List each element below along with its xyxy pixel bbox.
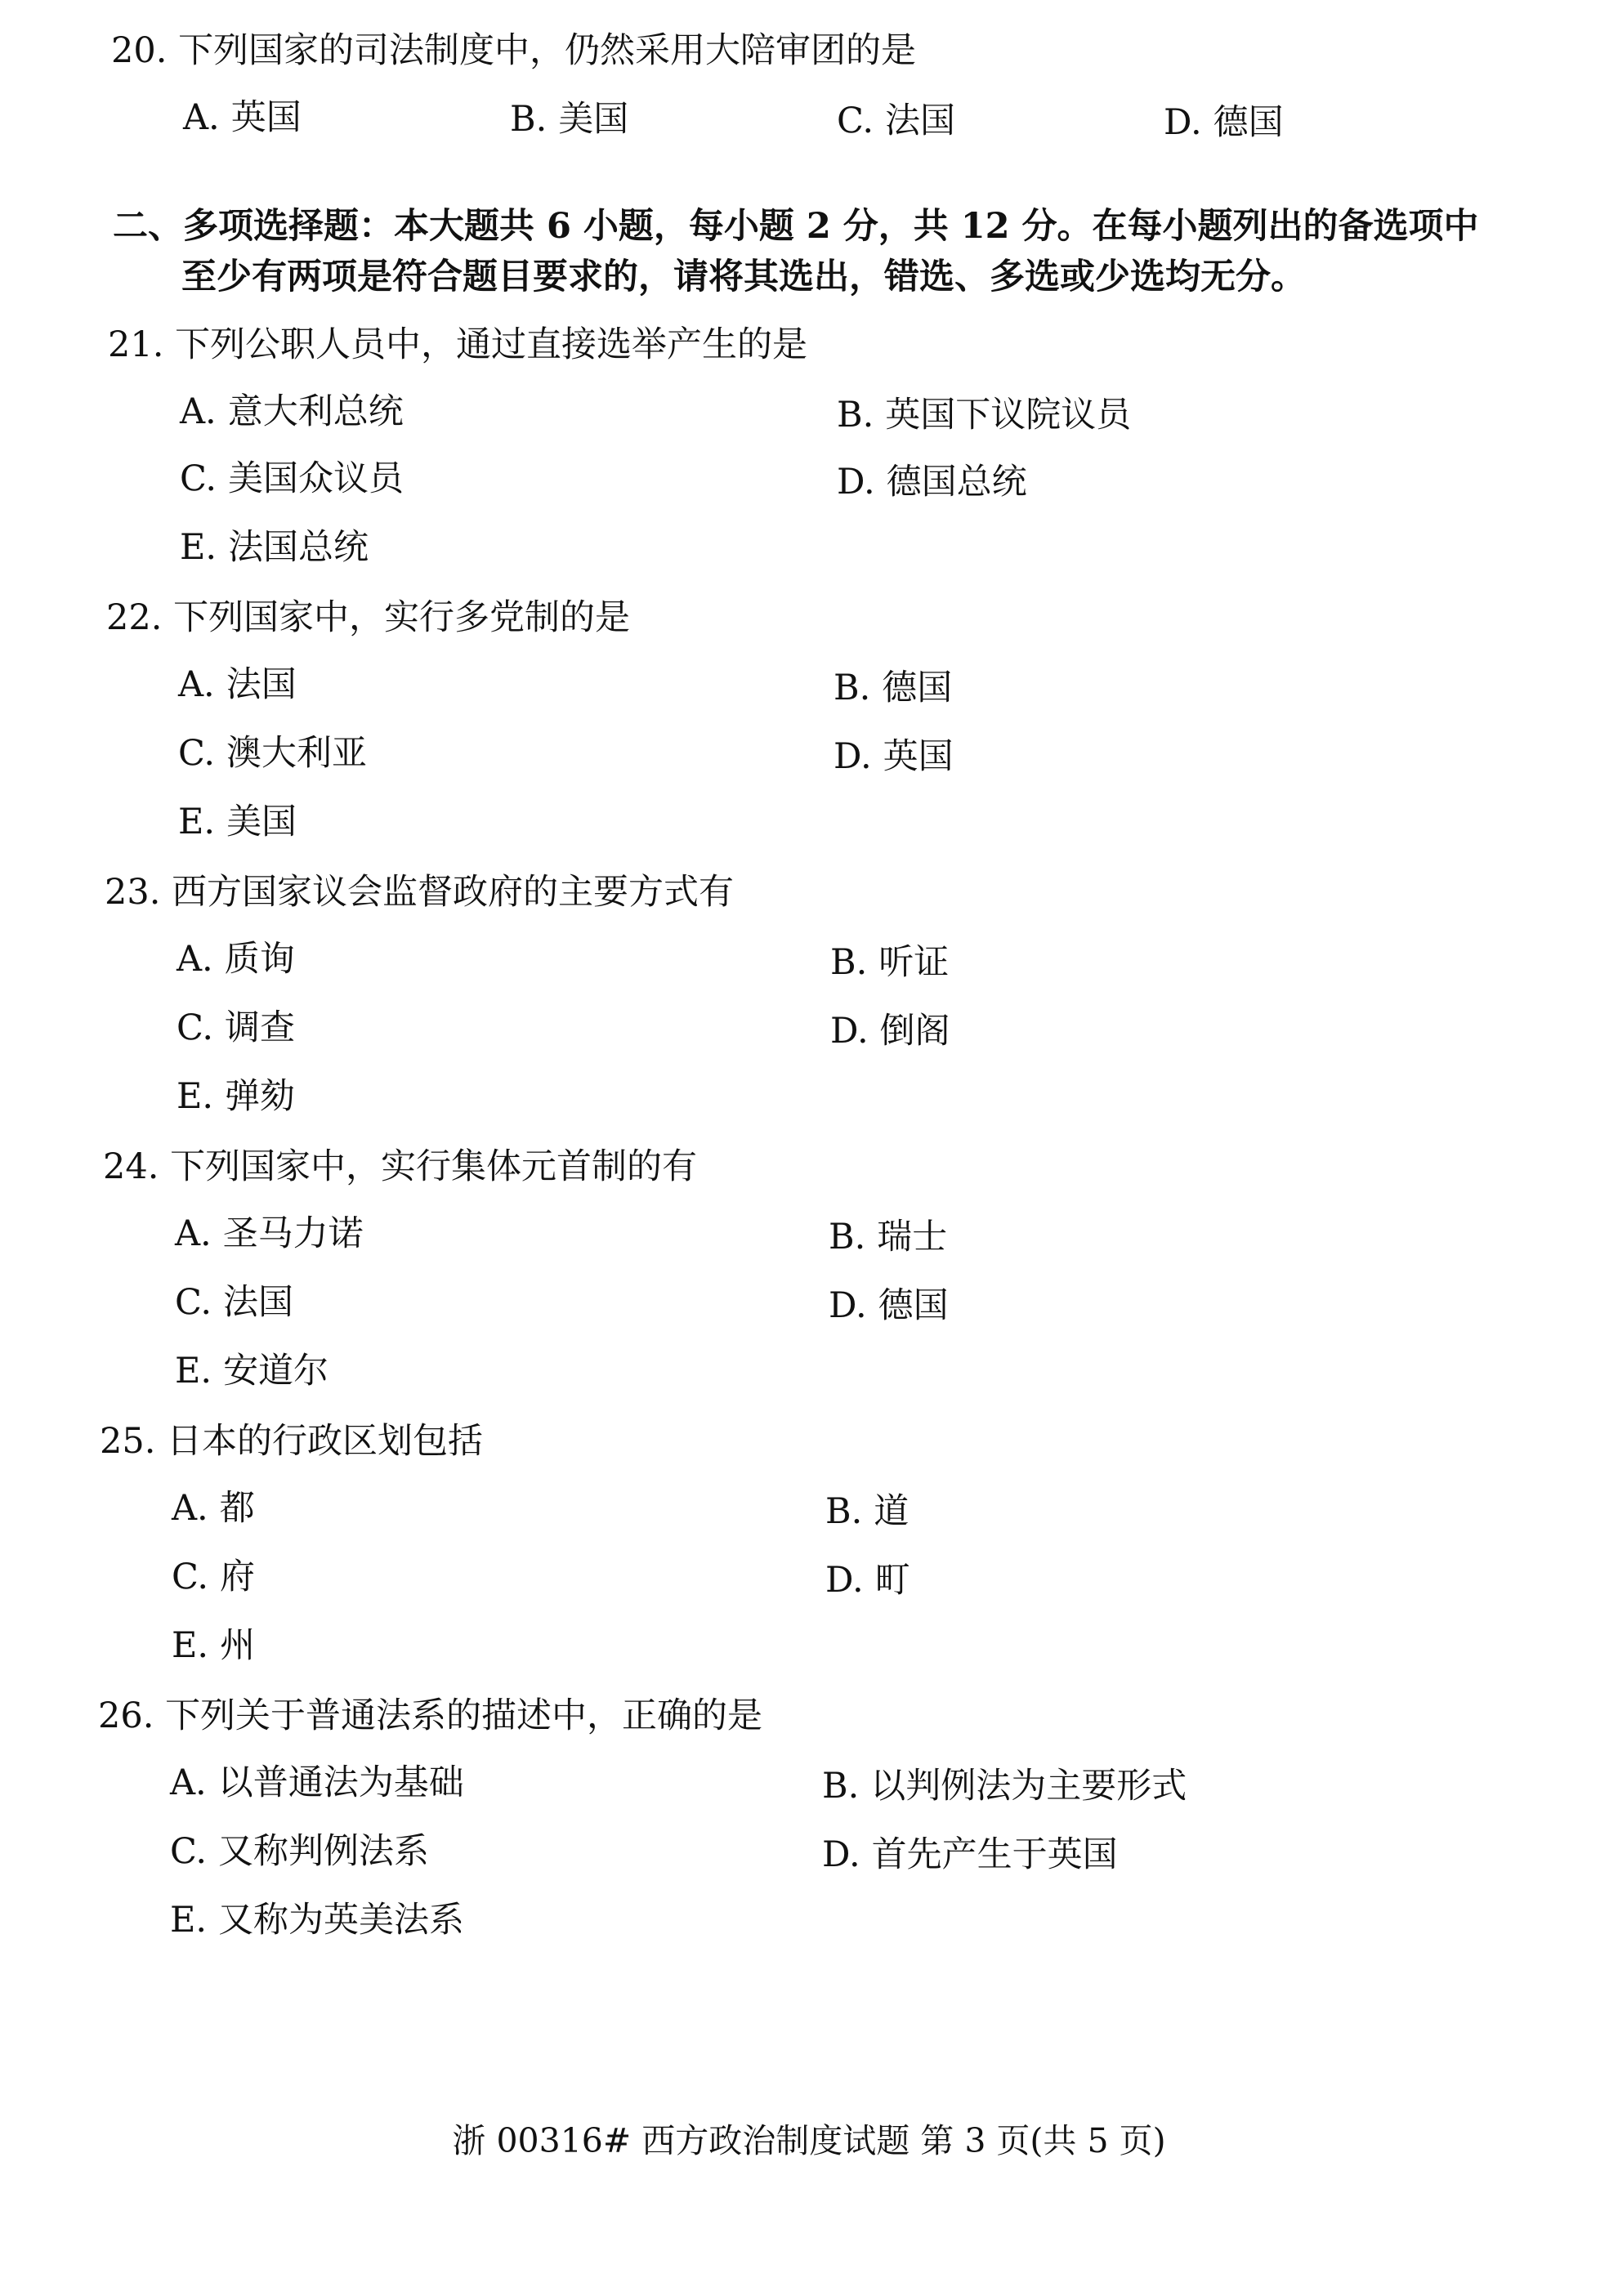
q25-option-e (172, 1621, 255, 1670)
option-text: 安道尔 (223, 1351, 329, 1391)
q24-option-d (829, 1281, 949, 1330)
q25-option-b (825, 1487, 909, 1536)
q26-option-a (170, 1758, 464, 1807)
option-letter: E. (180, 527, 217, 568)
q24-option-c (175, 1278, 293, 1327)
option-letter: C. (170, 1831, 208, 1872)
q21-option-e (180, 523, 369, 572)
question-text: 下列公职人员中，通过直接选举产生的是 (175, 324, 808, 365)
option-text: 德国总统 (886, 462, 1027, 503)
q21-option-c (180, 454, 404, 503)
question-24-stem (103, 1142, 697, 1191)
option-text: 美国 (226, 802, 297, 842)
question-23-stem (105, 868, 734, 917)
q20-option-b (510, 95, 628, 144)
question-text: 下列国家中，实行集体元首制的有 (170, 1146, 698, 1187)
section-header-line-1: 二、多项选择题：本大题共 6 小题，每小题 2 分，共 12 分。在每小题列出的备选项中 (113, 206, 1479, 247)
option-text: 英国 (883, 736, 954, 777)
option-letter: D. (830, 1011, 869, 1052)
option-text: 德国 (878, 1285, 949, 1326)
option-letter: B. (825, 1491, 863, 1532)
question-25-stem (100, 1417, 483, 1466)
option-letter: A. (183, 97, 220, 138)
option-letter: B. (834, 668, 871, 708)
q21-option-b (837, 391, 1131, 440)
question-number: 25. (100, 1421, 156, 1462)
option-text: 以判例法为主要形式 (870, 1766, 1187, 1807)
section-header-line-2: 至少有两项是符合题目要求的，请将其选出，错选、多选或少选均无分。 (181, 257, 1306, 297)
q22-option-e (178, 797, 297, 846)
question-22-stem (106, 593, 630, 642)
question-number: 24. (103, 1146, 159, 1187)
option-letter: A. (178, 664, 215, 705)
q24-option-e (175, 1347, 329, 1396)
question-text: 西方国家议会监督政府的主要方式有 (172, 872, 735, 913)
q23-option-e (177, 1072, 295, 1121)
option-letter: C. (178, 733, 216, 774)
option-letter: C. (180, 458, 217, 499)
option-text: 美国 (558, 99, 629, 140)
q25-option-c (172, 1552, 255, 1601)
q23-option-a (177, 935, 295, 984)
option-text: 法国 (885, 101, 956, 141)
q23-option-c (177, 1003, 295, 1052)
section-header (113, 201, 1518, 302)
option-text: 都 (219, 1488, 255, 1529)
question-number: 26. (98, 1695, 154, 1736)
option-letter: D. (1164, 102, 1202, 143)
option-text: 美国众议员 (228, 458, 404, 499)
option-letter: D. (834, 736, 872, 777)
question-text: 日本的行政区划包括 (167, 1421, 484, 1462)
option-letter: D. (837, 462, 875, 503)
q25-option-a (172, 1484, 255, 1533)
q26-option-e (170, 1896, 464, 1945)
option-letter: B. (510, 99, 548, 140)
question-number: 22. (106, 597, 163, 638)
q26-option-b (822, 1762, 1187, 1811)
q22-option-b (834, 663, 952, 712)
option-text: 又称判例法系 (218, 1831, 430, 1872)
question-text: 下列国家的司法制度中，仍然采用大陪审团的是 (178, 30, 917, 71)
question-26-stem (98, 1691, 762, 1740)
option-letter: B. (830, 942, 868, 983)
option-letter: A. (177, 939, 213, 980)
q20-option-a (183, 93, 302, 142)
option-letter: A. (170, 1762, 207, 1803)
option-text: 弹劾 (225, 1076, 296, 1117)
option-letter: E. (175, 1351, 212, 1391)
q24-option-a (175, 1209, 364, 1258)
option-text: 州 (220, 1625, 256, 1666)
option-text: 又称为英美法系 (218, 1900, 465, 1941)
option-letter: A. (175, 1213, 212, 1254)
option-text: 英国下议院议员 (885, 395, 1132, 436)
q20-option-d (1164, 98, 1284, 147)
option-text: 道 (874, 1491, 910, 1532)
option-text: 以普通法为基础 (217, 1762, 464, 1803)
q23-option-b (830, 938, 949, 987)
q23-option-d (830, 1007, 950, 1056)
option-text: 町 (874, 1560, 910, 1601)
option-text: 府 (220, 1557, 256, 1597)
option-text: 澳大利亚 (226, 733, 368, 774)
option-letter: E. (177, 1076, 214, 1117)
q24-option-b (829, 1213, 947, 1262)
option-text: 圣马力诺 (222, 1213, 364, 1254)
option-letter: C. (177, 1007, 214, 1048)
question-21-stem (108, 320, 807, 369)
option-letter: B. (829, 1217, 866, 1257)
option-letter: C. (837, 101, 874, 141)
option-text: 调查 (225, 1007, 296, 1048)
question-20-stem (111, 26, 916, 75)
option-letter: E. (172, 1625, 209, 1666)
page-footer: 浙 00316# 西方政治制度试题 第 3 页(共 5 页) (452, 2121, 1166, 2160)
option-letter: B. (837, 395, 874, 436)
q21-option-a (180, 387, 404, 436)
option-letter: C. (175, 1282, 212, 1323)
option-text: 德国 (882, 668, 953, 708)
question-text: 下列国家中，实行多党制的是 (173, 597, 631, 638)
option-letter: D. (829, 1285, 867, 1326)
option-text: 意大利总统 (227, 391, 404, 432)
q22-option-a (178, 660, 297, 709)
option-text: 质询 (224, 939, 295, 980)
option-letter: E. (170, 1900, 208, 1941)
option-text: 倒阁 (879, 1011, 950, 1052)
option-text: 德国 (1213, 102, 1284, 143)
option-text: 法国总统 (228, 527, 369, 568)
option-letter: A. (172, 1488, 208, 1529)
option-text: 瑞士 (877, 1217, 948, 1257)
option-text: 法国 (226, 664, 297, 705)
option-text: 听证 (878, 942, 950, 983)
q22-option-d (834, 732, 954, 781)
option-text: 法国 (223, 1282, 294, 1323)
option-text: 英国 (230, 97, 302, 138)
q20-option-c (837, 96, 955, 145)
option-letter: E. (178, 802, 216, 842)
q22-option-c (178, 729, 367, 778)
q26-option-d (822, 1830, 1118, 1879)
question-number: 20. (111, 30, 168, 71)
option-letter: B. (822, 1766, 860, 1807)
q26-option-c (170, 1827, 429, 1876)
option-letter: A. (180, 391, 217, 432)
option-letter: D. (822, 1834, 860, 1875)
option-letter: C. (172, 1557, 209, 1597)
option-letter: D. (825, 1560, 864, 1601)
question-number: 23. (105, 872, 161, 913)
q25-option-d (825, 1556, 910, 1605)
option-text: 首先产生于英国 (871, 1834, 1118, 1875)
question-number: 21. (108, 324, 164, 365)
question-text: 下列关于普通法系的描述中，正确的是 (165, 1695, 763, 1736)
q21-option-d (837, 458, 1027, 507)
